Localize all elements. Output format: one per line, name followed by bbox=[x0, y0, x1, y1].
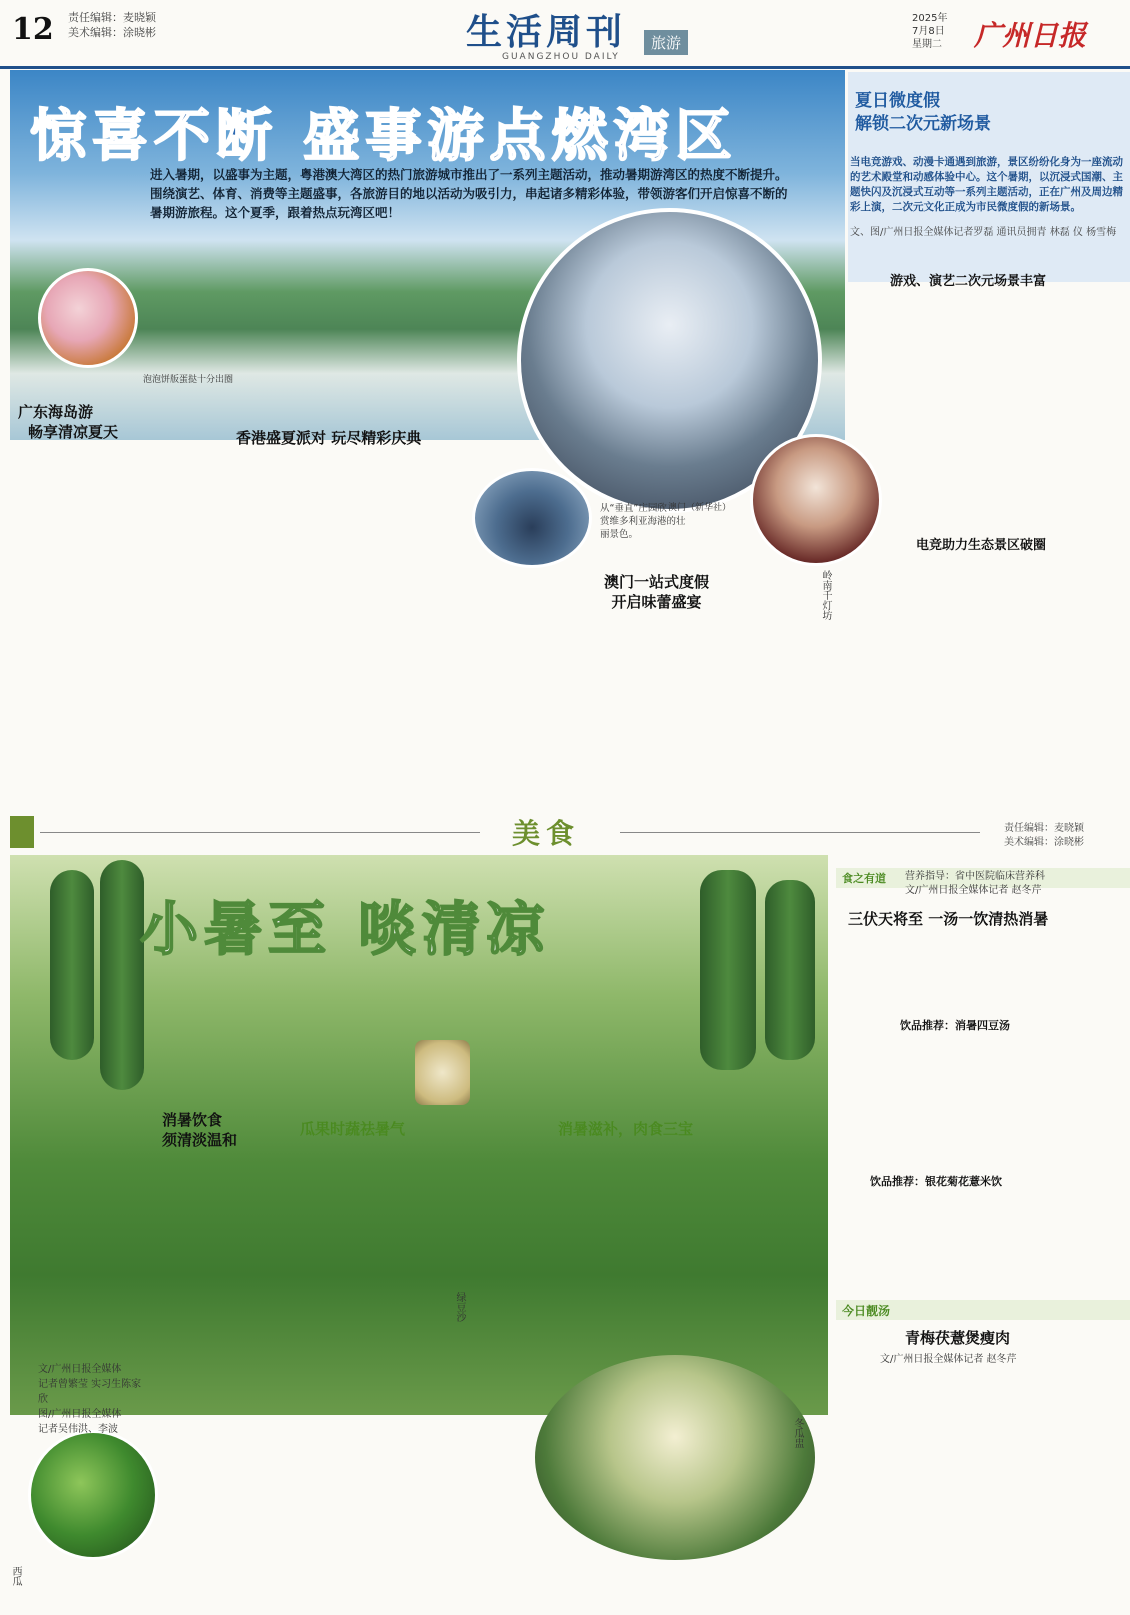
side-section-2: 电竞助力生态景区破圈 bbox=[916, 538, 1047, 553]
costume-photo bbox=[750, 434, 882, 566]
tip-credit: 营养指导：省中医院临床营养科 文/广州日报全媒体记者 赵冬芹 bbox=[905, 871, 1045, 896]
masthead-subtitle: GUANGZHOU DAILY bbox=[502, 52, 620, 62]
harbor-caption: 从“垂直”庄园欣 赏维多利亚海港的壮 丽景色。 bbox=[600, 503, 686, 540]
side-credit: 文、图/广州日报全媒体记者罗磊 通讯员拥青 林磊 仪 杨雪梅 bbox=[850, 227, 1117, 238]
guangdong-section-heading: 广东海岛游 畅享清凉夏天 bbox=[18, 403, 119, 441]
food-rule-left bbox=[40, 832, 480, 833]
watermelon-label: 西瓜 bbox=[10, 1566, 21, 1586]
drink-2-heading: 饮品推荐：银花菊花薏米饮 bbox=[870, 1175, 1002, 1188]
mung-bean-soup-photo bbox=[415, 1040, 470, 1105]
gourd-shape bbox=[765, 880, 815, 1060]
today-soup-label: 今日靓汤 bbox=[842, 1304, 891, 1318]
food-section-title: 美食 bbox=[512, 817, 581, 850]
costume-caption: 岭南千灯坊 bbox=[820, 570, 831, 620]
food-editors: 责任编辑：麦晓颖 美术编辑：涂晓彬 bbox=[1004, 823, 1084, 848]
food-section-marker bbox=[10, 816, 34, 848]
food-headline: 小暑至 啖清凉 bbox=[140, 895, 551, 963]
drink-1-heading: 饮品推荐：消暑四豆汤 bbox=[900, 1019, 1010, 1032]
macau-section-heading: 澳门一站式度假 开启味蕾盛宴 bbox=[604, 573, 710, 611]
travel-lede: 进入暑期，以盛事为主题，粤港澳大湾区的热门旅游城市推出了一系列主题活动，推动暑期游湾区的热度不断提升。围绕演艺、体育、消费等主题盛事，各旅游目的地以活动为吸引力，串起诸多精彩体验，带领游客们开启惊喜不断的暑期游旅程。这个夏季，跟着热点玩湾区吧！ bbox=[150, 167, 788, 220]
gourd-shape bbox=[700, 870, 756, 1070]
food-rule-right bbox=[620, 832, 980, 833]
food-side-headline: 三伏天将至 一汤一饮清热消暑 bbox=[848, 910, 1049, 928]
mung-bean-label: 绿豆沙 bbox=[454, 1292, 465, 1322]
food-subhead-3: 消暑滋补，肉食三宝 bbox=[558, 1120, 694, 1138]
macau-caption: 澳门（新华社） bbox=[668, 503, 732, 513]
today-soup-credit: 文/广州日报全媒体记者 赵冬芹 bbox=[880, 1354, 1017, 1365]
masthead-title: 生活周刊 bbox=[466, 11, 627, 53]
gourd-shape bbox=[50, 870, 94, 1060]
egg-tart-photo bbox=[38, 268, 138, 368]
today-soup-headline: 青梅茯薏煲瘦肉 bbox=[905, 1329, 1011, 1347]
side-headline: 夏日微度假 解锁二次元新场景 bbox=[855, 91, 991, 134]
page-number: 12 bbox=[12, 12, 54, 47]
side-lede: 当电竞游戏、动漫卡通遇到旅游，景区纷纷化身为一座流动的艺术殿堂和动感体验中心。这个暑期，以沉浸式国潮、主题快闪及沉浸式互动等一系列主题活动，正在广州及周边精彩上演，二次元文化正成为市民微度假的新场景。 bbox=[850, 156, 1123, 213]
watermelon-photo bbox=[28, 1430, 158, 1560]
winter-melon-cup-photo bbox=[535, 1355, 815, 1560]
egg-tart-caption: 泡泡饼版蛋挞十分出圈 bbox=[143, 375, 234, 385]
issue-date: 2025年 7月8日 星期二 bbox=[912, 13, 948, 50]
food-credits: 文/广州日报全媒体 记者曾繁莹 实习生陈家欣 图/广州日报全媒体 记者吴伟洪、李波 bbox=[38, 1364, 142, 1435]
travel-headline: 惊喜不断 盛事游点燃湾区 bbox=[30, 104, 738, 169]
masthead-rule bbox=[0, 66, 1130, 69]
food-subhead-2: 瓜果时蔬祛暑气 bbox=[300, 1120, 406, 1138]
side-section-1: 游戏、演艺二次元场景丰富 bbox=[890, 274, 1047, 289]
paper-logo: 广州日报 bbox=[974, 19, 1087, 52]
hongkong-section-heading: 香港盛夏派对 玩尽精彩庆典 bbox=[236, 429, 422, 447]
food-subhead-1: 消暑饮食 须清淡温和 bbox=[162, 1111, 238, 1149]
tip-label: 食之有道 bbox=[842, 872, 886, 885]
winter-melon-label: 冬瓜盅 bbox=[792, 1418, 803, 1448]
section-tag: 旅游 bbox=[644, 30, 688, 55]
gourd-shape bbox=[100, 860, 144, 1090]
editors-credit: 责任编辑：麦晓颖 美术编辑：涂晓彬 bbox=[68, 11, 156, 39]
harbor-photo bbox=[472, 468, 592, 568]
